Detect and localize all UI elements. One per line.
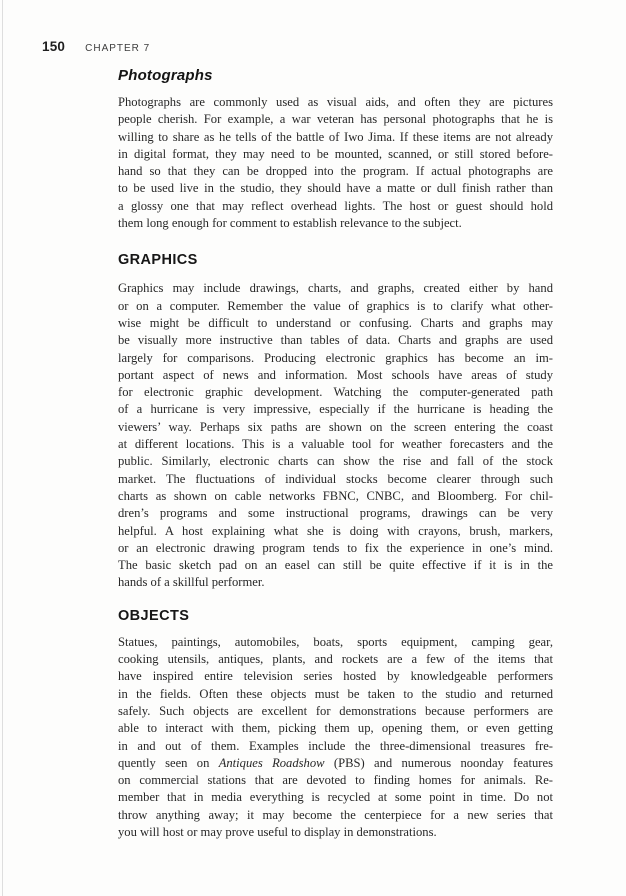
text-line: to be used live in the studio, they should have a matte or dull finish rather than: [118, 181, 553, 196]
text-line: in and out of them. Examples include the three-dimensional treasures fre-: [118, 738, 553, 753]
heading-graphics: GRAPHICS: [118, 252, 198, 269]
chapter-label: CHAPTER 7: [85, 43, 151, 54]
paragraph-photographs: [118, 94, 553, 232]
page-number: 150: [42, 39, 66, 54]
text-line: Photographs are commonly used as visual aids, and often they are pictures: [118, 95, 553, 109]
text-line: helpful. A host explaining what she is doing with crayons, brush, markers,: [118, 523, 553, 538]
text-line: market. The fluctuations of individual stocks become clearer through such: [118, 471, 553, 486]
text-line: Graphics may include drawings, charts, and graphs, created either by hand: [118, 281, 553, 296]
text-line: portant aspect of news and information. Most schools have areas of study: [118, 367, 553, 382]
scan-edge-artifact: [2, 0, 3, 896]
text-line: able to interact with them, picking them up, opening them, or even getting: [118, 721, 553, 736]
text-line: or an electronic drawing program tends to fix the experience in one’s mind.: [118, 540, 553, 555]
text-line: member that in media everything is recycled at some point in time. Do not: [118, 790, 553, 805]
text-line: or on a computer. Remember the value of graphics is to clarify what other-: [118, 298, 553, 313]
heading-objects: OBJECTS: [118, 607, 190, 624]
text-line: hands of a skillful performer.: [118, 575, 265, 590]
text-line: dren’s programs and some instructional programs, drawings can be very: [118, 506, 553, 521]
text-line: wise might be difficult to understand or confusing. Charts and graphs may: [118, 315, 553, 330]
text-line: public. Similarly, electronic charts can show the rise and fall of the stock: [118, 454, 553, 469]
text-line: The basic sketch pad on an easel can still be quite effective if it is in the: [118, 558, 553, 573]
paragraph-objects: [118, 634, 553, 842]
text-line: be visually more instructive than tables of data. Charts and graphs are used: [118, 333, 553, 348]
text-line: of a hurricane is very impressive, especially if the hurricane is heading the: [118, 402, 553, 417]
text-line: Statues, paintings, automobiles, boats, sports equipment, camping gear,: [118, 634, 553, 649]
text-line: largely for comparisons. Producing electronic graphics has become an im-: [118, 350, 553, 365]
heading-photographs: Photographs: [118, 67, 213, 84]
text-line: on commercial stations that are devoted to finding homes for animals. Re-: [118, 773, 553, 788]
text-line: safely. Such objects are excellent for demonstrations because performers are: [118, 703, 553, 718]
text-line: for electronic graphic development. Watching the computer-generated path: [118, 385, 553, 400]
text-line: at different locations. This is a valuable tool for weather forecasters and the: [118, 437, 553, 452]
text-line: willing to share as he tells of the battle of Iwo Jima. If these items are not already: [118, 129, 553, 144]
text-line: quently seen on Antiques Roadshow (PBS) and numerous noonday features: [118, 755, 553, 770]
text-line: viewers’ way. Perhaps six paths are shown on the screen entering the coast: [118, 419, 553, 434]
text-line: throw anything away; it may become the centerpiece for a new series that: [118, 807, 553, 822]
text-line: you will host or may prove useful to display in demonstrations.: [118, 824, 437, 839]
text-line: hand so that they can be dropped into the program. If actual photographs are: [118, 164, 553, 179]
text-line: a glossy one that may reflect overhead lights. The host or guest should hold: [118, 198, 553, 213]
text-line: them long enough for comment to establish relevance to the subject.: [118, 216, 462, 231]
text-line: in the fields. Often these objects must be taken to the studio and returned: [118, 686, 553, 701]
text-line: in digital format, they may need to be mounted, scanned, or still stored before-: [118, 146, 553, 161]
text-line: cooking utensils, antiques, plants, and rockets are a few of the items that: [118, 652, 553, 667]
text-line: charts as shown on cable networks FBNC, CNBC, and Bloomberg. For chil-: [118, 488, 553, 503]
text-line: people cherish. For example, a war veteran has personal photographs that he is: [118, 112, 553, 127]
page-header: [42, 39, 150, 54]
text-line: have inspired entire television series hosted by knowledgeable performers: [118, 669, 553, 684]
text-column: [118, 66, 553, 841]
paragraph-graphics: [118, 280, 553, 591]
